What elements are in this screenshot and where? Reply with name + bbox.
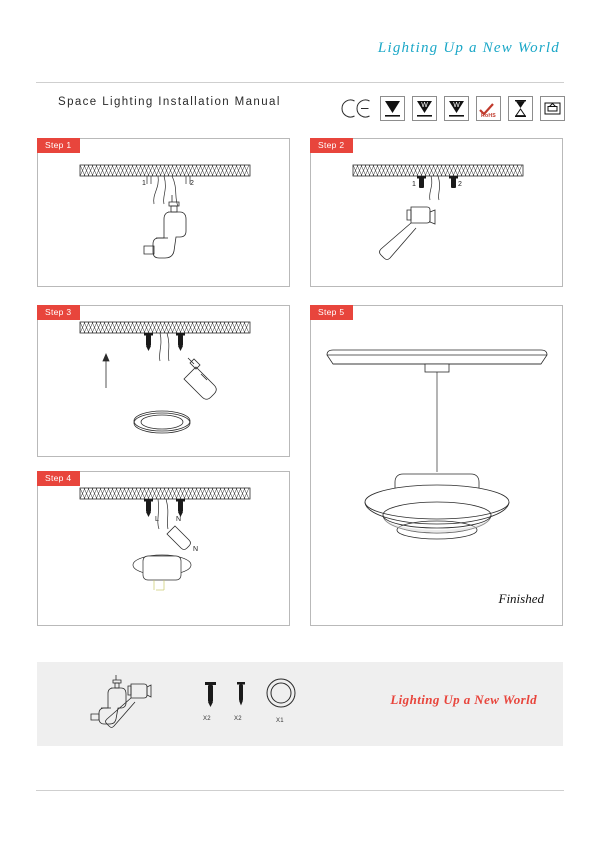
step-5-caption: Finished bbox=[498, 591, 544, 606]
step-2-callout-1: 1 bbox=[412, 181, 416, 188]
step-1-callout-2: 2 bbox=[190, 180, 194, 187]
page-title: Space Lighting Installation Manual bbox=[58, 96, 281, 108]
header-divider bbox=[36, 82, 564, 83]
svg-text:W: W bbox=[421, 102, 428, 109]
qty-ring: X1 bbox=[276, 718, 284, 724]
ring-ceiling-cover-icon bbox=[267, 679, 295, 707]
parts-footer bbox=[37, 662, 563, 746]
step-4-panel bbox=[37, 471, 290, 626]
step-4-label-L: L bbox=[155, 516, 159, 523]
step-1-panel bbox=[37, 138, 290, 287]
brand-tagline-footer: Lighting Up a New World bbox=[390, 692, 537, 707]
parts-illustration bbox=[37, 662, 337, 746]
step-1-callout-1: 1 bbox=[142, 180, 146, 187]
rohs-mark-icon bbox=[476, 96, 501, 121]
step-4-illustration bbox=[38, 472, 291, 627]
step-2-panel bbox=[310, 138, 563, 287]
step-2-label: Step 2 bbox=[310, 138, 353, 153]
step-1-label: Step 1 bbox=[37, 138, 80, 153]
footer-divider bbox=[36, 790, 564, 791]
brand-tagline-top: Lighting Up a New World bbox=[377, 40, 560, 56]
class2-square-icon bbox=[540, 96, 565, 121]
drill-tool-icon bbox=[91, 675, 126, 724]
step-3-illustration bbox=[38, 306, 291, 458]
step-5-label: Step 5 bbox=[310, 305, 353, 320]
hammer-tool-icon bbox=[106, 684, 152, 728]
step-4-label-N2: N bbox=[193, 546, 199, 553]
qty-screw: X2 bbox=[234, 716, 242, 722]
step-5-illustration bbox=[311, 306, 564, 627]
svg-text:W: W bbox=[453, 102, 460, 109]
ce-mark-icon bbox=[341, 96, 373, 121]
step-3-label: Step 3 bbox=[37, 305, 80, 320]
weee-bin-icon-3 bbox=[444, 96, 469, 121]
hourglass-icon bbox=[508, 96, 533, 121]
step-4-label-N: N bbox=[176, 516, 182, 523]
certification-badges bbox=[341, 96, 565, 121]
rohs-label: RoHS bbox=[481, 113, 496, 119]
step-3-panel bbox=[37, 305, 290, 457]
weee-bin-icon-2 bbox=[412, 96, 437, 121]
step-5-panel bbox=[310, 305, 563, 626]
step-2-callout-2: 2 bbox=[458, 181, 462, 188]
step-4-label: Step 4 bbox=[37, 471, 80, 486]
screw-anchor-icon bbox=[205, 682, 216, 707]
step-2-illustration bbox=[311, 139, 564, 288]
screw-icon bbox=[237, 682, 245, 706]
step-1-illustration bbox=[38, 139, 291, 288]
weee-bin-icon bbox=[380, 96, 405, 121]
qty-screw-anchor: X2 bbox=[203, 716, 211, 722]
